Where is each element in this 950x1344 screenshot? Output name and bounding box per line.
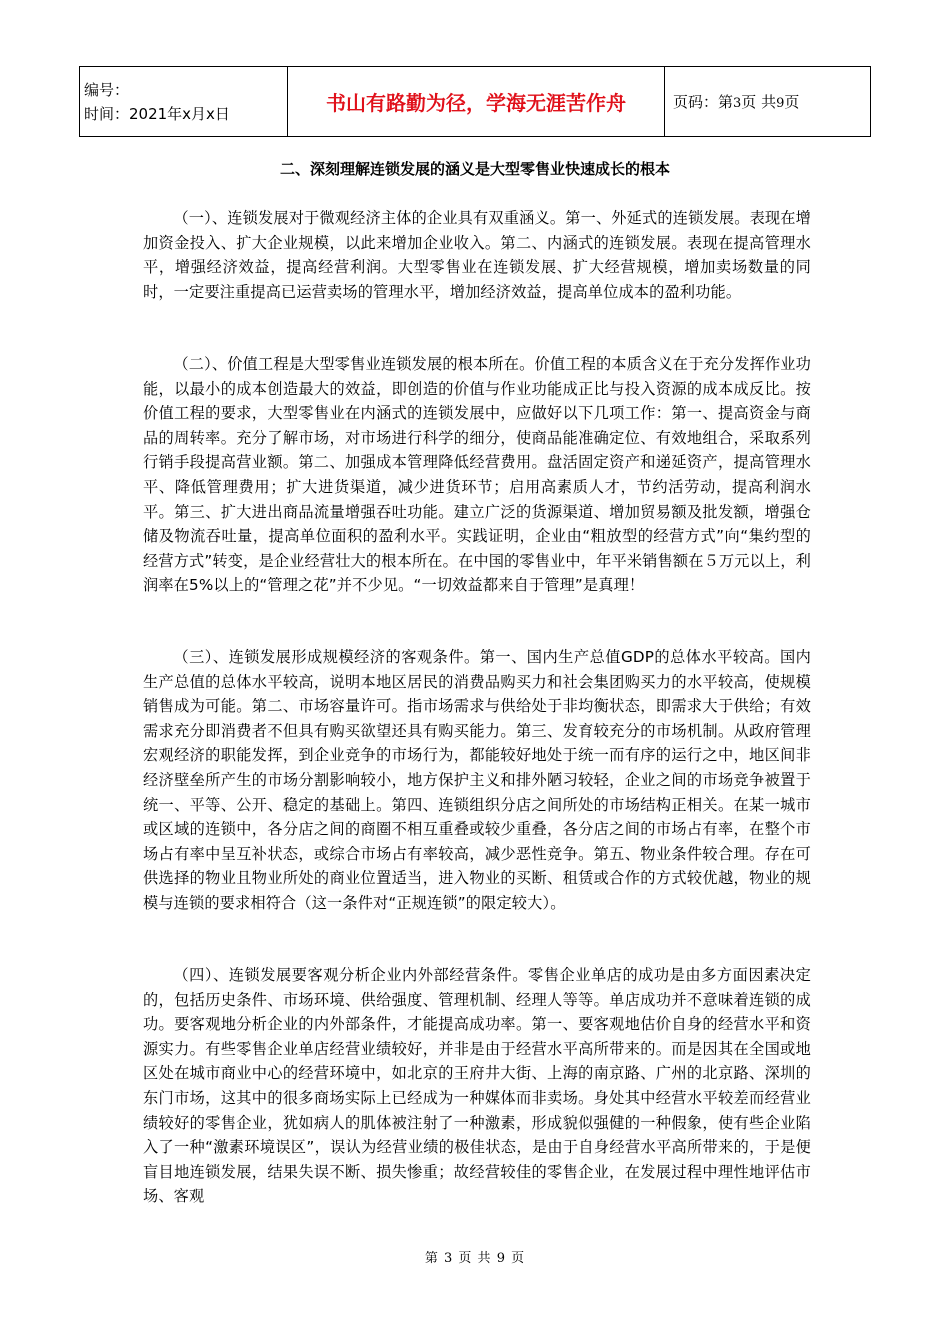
header-meta-cell xyxy=(80,67,288,137)
paragraph-text: （三）、连锁发展形成规模经济的客观条件。第一、国内生产总值GDP的总体水平较高。国内生产总值的总体水平较高，说明本地区居民的消费品购买力和社会集团购买力的水平较高，使规模销售成为可能。第二、市场容量许可。指市场需求与供给处于非均衡状态，即需求大于供给；有效需求充分即消费者不但具有购买欲望还具有购买能力。第三、发育较充分的市场机制。从政府管理宏观经济的职能发挥，到企业竞争的市场行为，都能较好地处于统一而有序的运行之中，地区间非经济壁垒所产生的市场分割影响较小，地方保护主义和排外陋习较轻，企业之间的市场竞争被置于统一、平等、公开、稳定的基础上。第四、连锁组织分店之间所处的市场结构正相关。在某一城市或区域的连锁中，各分店之间的商圈不相互重叠或较少重叠，各分店之间的市场占有率，在整个市场占有率中呈互补状态，或综合市场占有率较高，减少恶性竞争。第五、物业条件较合理。存在可供选择的物业且物业所处的商业位置适当，进入物业的买断、租赁或合作的方式较优越，物业的规模与连锁的要求相符合（这一条件对“正规连锁”的限定较大）。 xyxy=(143,648,811,912)
code-label: 编号： xyxy=(84,80,130,99)
section-title: 二、深刻理解连锁发展的涵义是大型零售业快速成长的根本 xyxy=(279,160,670,178)
body-paragraph-4 xyxy=(143,963,811,1209)
page-header-table xyxy=(79,66,871,137)
time-label: 时间：2021年x月x日 xyxy=(84,104,230,123)
page-info-suffix: 页 xyxy=(784,93,800,111)
page-info-prefix: 页码：第 xyxy=(673,93,734,111)
header-page-info xyxy=(665,67,871,137)
body-paragraph-3 xyxy=(143,645,811,916)
paragraph-text: （四）、连锁发展要客观分析企业内外部经营条件。零售企业单店的成功是由多方面因素决定的，包括历史条件、市场环境、供给强度、管理机制、经理人等等。单店成功并不意味着连锁的成功。要客观地分析企业的内外部条件，才能提高成功率。第一、要客观地估价自身的经营水平和资源实力。有些零售企业单店经营业绩较好，并非是由于经营水平高所带来的。而是因其在全国或地区处在城市商业中心的经营环境中，如北京的王府井大街、上海的南京路、广州的北京路、深圳的东门市场，这其中的很多商场实际上已经成为一种媒体而非卖场。身处其中经营水平较差而经营业绩较好的零售企业，犹如病人的肌体被注射了一种激素，形成貌似强健的一种假象，使有些企业陷入了一种“激素环境误区”，误认为经营业绩的极佳状态，是由于自身经营水平高所带来的，于是便盲目地连锁发展，结果失误不断、损失惨重；故经营较佳的零售企业，在发展过程中理性地评估市场、客观 xyxy=(143,966,811,1206)
body-paragraph-1 xyxy=(143,206,811,304)
header-motto: 书山有路勤为径，学海无涯苦作舟 xyxy=(288,67,665,137)
paragraph-text: （二）、价值工程是大型零售业连锁发展的根本所在。价值工程的本质含义在于充分发挥作业功能，以最小的成本创造最大的效益，即创造的价值与作业功能成正比与投入资源的成本成反比。按价值工程的要求，大型零售业在内涵式的连锁发展中，应做好以下几项工作：第一、提高资金与商品的周转率。充分了解市场，对市场进行科学的细分，使商品能准确定位、有效地组合，采取系列行销手段提高营业额。第二、加强成本管理降低经营费用。盘活固定资产和递延资产，提高管理水平、降低管理费用；扩大进货渠道，减少进货环节；启用高素质人才，节约活劳动，提高利润水平。第三、扩大进出商品流量增强吞吐功能。建立广泛的货源渠道、增加贸易额及批发额，增强仓储及物流吞吐量，提高单位面积的盈利水平。实践证明，企业由“粗放型的经营方式”向“集约型的经营方式”转变，是企业经营壮大的根本所在。在中国的零售业中，年平米销售额在５万元以上，利润率在5%以上的“管理之花”并不少见。“一切效益都来自于管理”是真理！ xyxy=(143,355,811,595)
page-info-mid: 页 共 xyxy=(741,93,777,111)
page-footer: 第 3 页 共 9 页 xyxy=(424,1251,526,1266)
page-total: 9 xyxy=(776,96,785,111)
body-paragraph-2 xyxy=(143,352,811,598)
paragraph-text: （一）、连锁发展对于微观经济主体的企业具有双重涵义。第一、外延式的连锁发展。表现在增加资金投入、扩大企业规模，以此来增加企业收入。第二、内涵式的连锁发展。表现在提高管理水平，增强经济效益，提高经营利润。大型零售业在连锁发展、扩大经营规模，增加卖场数量的同时，一定要注重提高已运营卖场的管理水平，增加经济效益，提高单位成本的盈利功能。 xyxy=(143,209,811,301)
page-current: 3 xyxy=(733,96,742,111)
